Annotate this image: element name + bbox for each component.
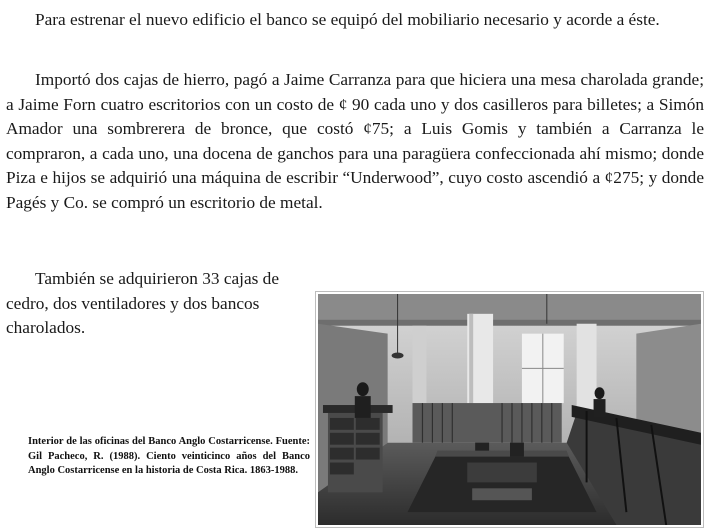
paragraph-intro: Para estrenar el nuevo edificio el banco se equipó del mobiliario necesario y acorde a éste. <box>35 10 660 29</box>
bank-interior-photo <box>315 291 704 528</box>
paragraph-purchases: Importó dos cajas de hierro, pagó a Jaime Carranza para que hiciera una mesa charolada grande; a Jaime Forn cuatro escritorios con un costo de ¢ 90 cada uno y dos casilleros para billetes; a Simón Amador una sombrerera de bronce, que costó ¢75; a Luis Gomis y también a Carranza le compraron, a cada uno, una docena de ganchos para una paragüera confeccionada ahí mismo; donde Piza e hijos se adquirió una máquina de escribir “Underwood”, cuyo costo ascendió a ¢275; y donde Pagés y Co. se compró un escritorio de metal. <box>6 70 704 212</box>
bank-interior-illustration <box>318 294 701 525</box>
photo-caption: Interior de las oficinas del Banco Anglo Costarricense. Fuente: Gil Pacheco, R. (1988). Ciento veinticinco años del Banco Anglo Costarricense en la historia de Costa Rica. 1863-1988. <box>28 436 310 476</box>
paragraph-additional: También se adquirieron 33 cajas de cedro, dos ventiladores y dos bancos charolados. <box>6 269 279 337</box>
